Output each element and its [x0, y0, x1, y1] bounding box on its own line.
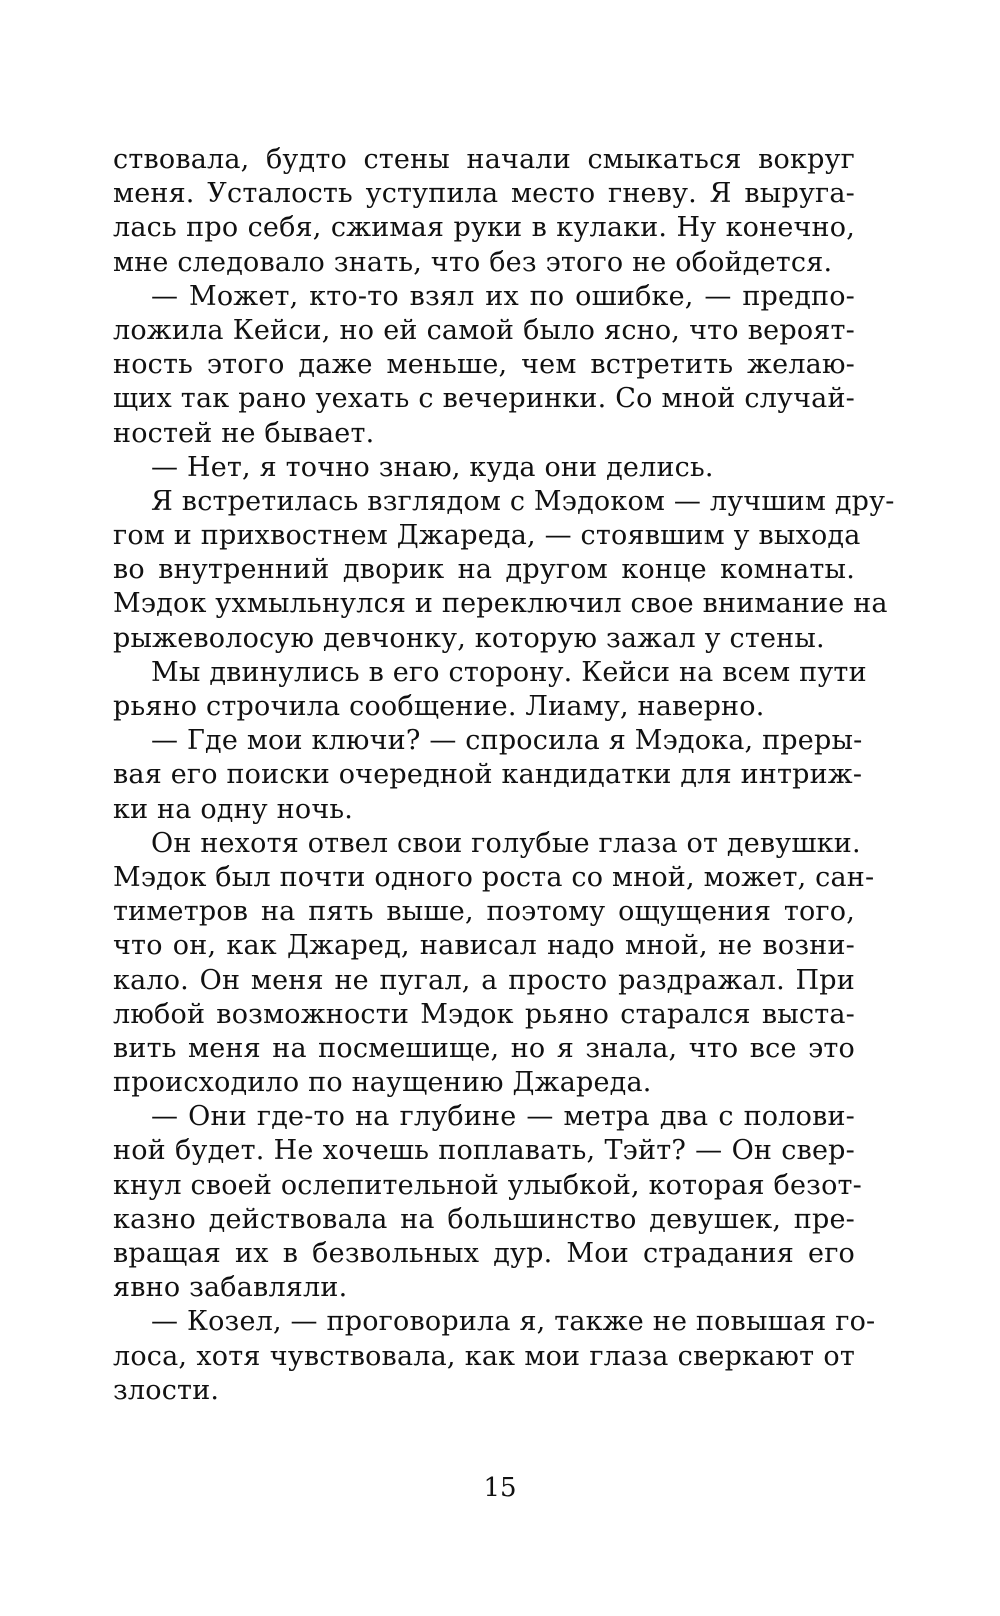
text-line: Мэдок ухмыльнулся и переключил свое внимание на	[113, 588, 888, 620]
text-line: ность этого даже меньше, чем встретить желаю-	[113, 349, 855, 381]
text-line: казно действовала на большинство девушек, пре-	[113, 1203, 855, 1235]
text-line: — Нет, я точно знаю, куда они делись.	[151, 451, 714, 483]
text-line: Я встретилась взглядом с Мэдоком — лучшим дру-	[151, 485, 895, 517]
text-line: во внутренний дворик на другом конце комнаты.	[113, 554, 855, 586]
text-line: ствовала, будто стены начали смыкаться вокруг	[113, 144, 855, 175]
page-number: 15	[483, 1473, 517, 1503]
text-line: — Где мои ключи? — спросила я Мэдока, преры-	[151, 725, 863, 757]
text-line: щих так рано уехать с вечеринки. Со мной случай-	[113, 383, 855, 415]
text-line: вращая их в безвольных дур. Мои страдания его	[113, 1238, 855, 1269]
text-line: ки на одну ночь.	[113, 793, 354, 825]
text-line: Мэдок был почти одного роста со мной, может, сан-	[113, 861, 875, 893]
text-line: Мы двинулись в его сторону. Кейси на всем пути	[151, 656, 867, 688]
text-line: любой возможности Мэдок рьяно старался выста-	[113, 998, 855, 1030]
text-line: Он нехотя отвел свои голубые глаза от девушки.	[151, 827, 861, 859]
text-line: вая его поиски очередной кандидатки для интриж-	[113, 759, 863, 791]
text-line: что он, как Джаред, нависал надо мной, не возни-	[113, 930, 855, 962]
text-line: кало. Он меня не пугал, а просто раздражал. При	[113, 964, 855, 996]
text-line: злости.	[113, 1374, 220, 1406]
text-line: мне следовало знать, что без этого не обойдется.	[113, 246, 833, 278]
text-line: — Они где-то на глубине — метра два с полови-	[151, 1101, 855, 1133]
text-line: лоса, хотя чувствовала, как мои глаза сверкают от	[113, 1340, 855, 1372]
text-line: ностей не бывает.	[113, 417, 375, 449]
text-line: тиметров на пять выше, поэтому ощущения того,	[113, 896, 855, 928]
text-line: гом и прихвостнем Джареда, — стоявшим у выхода	[113, 520, 861, 552]
text-line: рьяно строчила сообщение. Лиаму, наверно.	[113, 691, 765, 722]
body-text	[113, 143, 895, 1408]
text-line: — Может, кто-то взял их по ошибке, — предпо-	[151, 280, 855, 312]
text-line: кнул своей ослепительной улыбкой, которая безот-	[113, 1169, 862, 1201]
text-line: рыжеволосую девчонку, которую зажал у стены.	[113, 622, 825, 654]
text-line: вить меня на посмешище, но я знала, что все это	[113, 1032, 855, 1064]
text-line: ложила Кейси, но ей самой было ясно, что вероят-	[113, 314, 855, 346]
text-line: лась про себя, сжимая руки в кулаки. Ну конечно,	[113, 212, 855, 244]
text-line: — Козел, — проговорила я, также не повышая го-	[151, 1306, 876, 1338]
text-line: явно забавляли.	[113, 1272, 348, 1304]
text-line: меня. Усталость уступила место гневу. Я выруга-	[113, 178, 855, 210]
text-line: ной будет. Не хочешь поплавать, Тэйт? — Он свер-	[113, 1135, 855, 1167]
text-line: происходило по наущению Джареда.	[113, 1067, 652, 1099]
